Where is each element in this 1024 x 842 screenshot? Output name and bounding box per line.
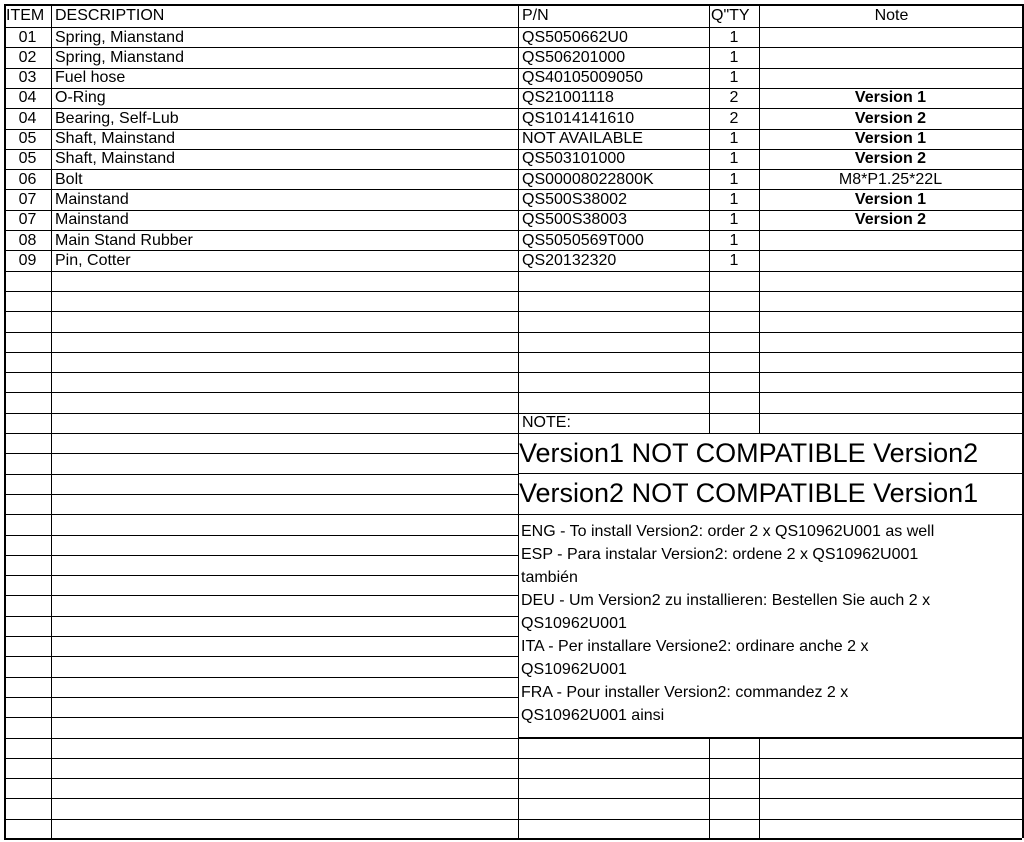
cell-note: Version 1 bbox=[854, 89, 927, 107]
cell-item: 09 bbox=[18, 251, 37, 269]
cell-quantity: 1 bbox=[729, 251, 739, 269]
grid-line bbox=[4, 575, 518, 576]
header-note: Note bbox=[874, 7, 909, 24]
instruction-line: ENG - To install Version2: order 2 x QS10962U001 as well bbox=[521, 523, 935, 540]
grid-line bbox=[4, 758, 1022, 759]
grid-line bbox=[4, 778, 1022, 779]
cell-item: 03 bbox=[18, 69, 37, 87]
cell-item: 04 bbox=[18, 109, 37, 127]
grid-line bbox=[4, 616, 518, 617]
cell-quantity: 2 bbox=[729, 89, 739, 107]
cell-description: Bearing, Self-Lub bbox=[55, 109, 179, 127]
cell-part-number: QS500S38002 bbox=[522, 190, 627, 208]
header-item: ITEM bbox=[6, 7, 45, 24]
grid-line bbox=[4, 271, 1022, 272]
cell-quantity: 1 bbox=[729, 231, 739, 249]
grid-line bbox=[4, 798, 1022, 799]
grid-line bbox=[709, 737, 710, 838]
cell-part-number: QS5050662U0 bbox=[522, 28, 628, 46]
note-label: NOTE: bbox=[522, 414, 571, 431]
cell-part-number: QS503101000 bbox=[522, 150, 626, 168]
grid-line bbox=[4, 514, 518, 515]
cell-note: Version 1 bbox=[854, 190, 927, 208]
cell-description: Mainstand bbox=[55, 190, 129, 208]
cell-part-number: QS506201000 bbox=[522, 48, 626, 66]
cell-quantity: 2 bbox=[729, 109, 739, 127]
grid-line bbox=[518, 473, 1022, 474]
cell-quantity: 1 bbox=[729, 211, 739, 229]
grid-line bbox=[4, 697, 518, 698]
cell-part-number: QS500S38003 bbox=[522, 211, 627, 229]
instruction-line: FRA - Pour installer Version2: commandez 2 x bbox=[521, 684, 849, 701]
instruction-line: QS10962U001 bbox=[521, 615, 627, 632]
grid-line bbox=[4, 372, 1022, 373]
grid-line bbox=[4, 555, 518, 556]
grid-line bbox=[518, 737, 1022, 738]
grid-line bbox=[518, 514, 1022, 515]
grid-line bbox=[518, 4, 519, 838]
header-qty: Q"TY bbox=[711, 7, 750, 24]
cell-description: Mainstand bbox=[55, 211, 129, 229]
cell-note: Version 1 bbox=[854, 130, 927, 147]
grid-line bbox=[518, 433, 1022, 434]
header-pn: P/N bbox=[522, 7, 549, 24]
cell-item: 06 bbox=[18, 170, 37, 188]
compatibility-warning-2: Version2 NOT COMPATIBLE Version1 bbox=[519, 478, 979, 508]
grid-line bbox=[4, 413, 1022, 414]
cell-description: Spring, Mianstand bbox=[55, 48, 184, 66]
grid-line bbox=[4, 352, 1022, 353]
instruction-line: QS10962U001 bbox=[521, 661, 627, 678]
grid-line bbox=[4, 494, 518, 495]
grid-line bbox=[4, 738, 1022, 739]
cell-description: Fuel hose bbox=[55, 69, 126, 87]
cell-quantity: 1 bbox=[729, 28, 739, 46]
instruction-line: también bbox=[521, 569, 578, 586]
cell-item: 05 bbox=[18, 150, 37, 168]
grid-line bbox=[4, 677, 518, 678]
grid-line bbox=[4, 819, 1022, 820]
cell-description: Main Stand Rubber bbox=[55, 231, 193, 249]
cell-item: 02 bbox=[18, 48, 37, 66]
cell-item: 07 bbox=[18, 211, 37, 229]
grid-line bbox=[4, 392, 1022, 393]
grid-line bbox=[4, 717, 518, 718]
grid-line bbox=[4, 838, 1022, 840]
cell-note: M8*P1.25*22L bbox=[838, 170, 943, 188]
cell-note: Version 2 bbox=[854, 211, 927, 229]
grid-line bbox=[4, 535, 518, 536]
cell-item: 01 bbox=[18, 28, 37, 46]
compatibility-warning-1: Version1 NOT COMPATIBLE Version2 bbox=[519, 438, 979, 468]
cell-note: Version 2 bbox=[854, 109, 927, 127]
cell-item: 05 bbox=[18, 130, 37, 147]
grid-line bbox=[4, 311, 1022, 312]
grid-line bbox=[4, 332, 1022, 333]
cell-quantity: 1 bbox=[729, 69, 739, 87]
cell-part-number: QS00008022800K bbox=[522, 170, 654, 188]
instruction-line: ITA - Per installare Versione2: ordinare anche 2 x bbox=[521, 638, 869, 655]
instruction-line: ESP - Para instalar Version2: ordene 2 x QS10962U001 bbox=[521, 546, 919, 563]
grid-line bbox=[4, 68, 1022, 69]
cell-description: Spring, Mianstand bbox=[55, 28, 184, 46]
cell-part-number: QS5050569T000 bbox=[522, 231, 644, 249]
cell-quantity: 1 bbox=[729, 190, 739, 208]
instruction-line: QS10962U001 ainsi bbox=[521, 707, 665, 724]
cell-item: 08 bbox=[18, 231, 37, 249]
cell-description: Shaft, Mainstand bbox=[55, 150, 176, 168]
cell-note: Version 2 bbox=[854, 150, 927, 168]
grid-line bbox=[4, 474, 518, 475]
grid-line bbox=[4, 595, 518, 596]
cell-quantity: 1 bbox=[729, 130, 739, 147]
grid-line bbox=[4, 291, 1022, 292]
cell-quantity: 1 bbox=[729, 170, 739, 188]
cell-part-number: QS1014141610 bbox=[522, 109, 635, 127]
cell-quantity: 1 bbox=[729, 48, 739, 66]
grid-line bbox=[4, 656, 518, 657]
cell-part-number: NOT AVAILABLE bbox=[522, 130, 643, 147]
grid-line bbox=[4, 453, 518, 454]
header-description: DESCRIPTION bbox=[55, 7, 165, 24]
cell-part-number: QS20132320 bbox=[522, 251, 617, 269]
grid-line bbox=[51, 4, 52, 838]
grid-line bbox=[4, 636, 518, 637]
cell-part-number: QS21001118 bbox=[522, 89, 614, 107]
cell-item: 07 bbox=[18, 190, 37, 208]
cell-item: 04 bbox=[18, 89, 37, 107]
cell-description: Pin, Cotter bbox=[55, 251, 131, 269]
grid-line bbox=[759, 737, 760, 838]
cell-description: O-Ring bbox=[55, 89, 106, 107]
cell-quantity: 1 bbox=[729, 150, 739, 168]
cell-part-number: QS40105009050 bbox=[522, 69, 643, 87]
cell-description: Shaft, Mainstand bbox=[55, 130, 176, 147]
cell-description: Bolt bbox=[55, 170, 83, 188]
instruction-line: DEU - Um Version2 zu installieren: Bestellen Sie auch 2 x bbox=[521, 592, 931, 609]
